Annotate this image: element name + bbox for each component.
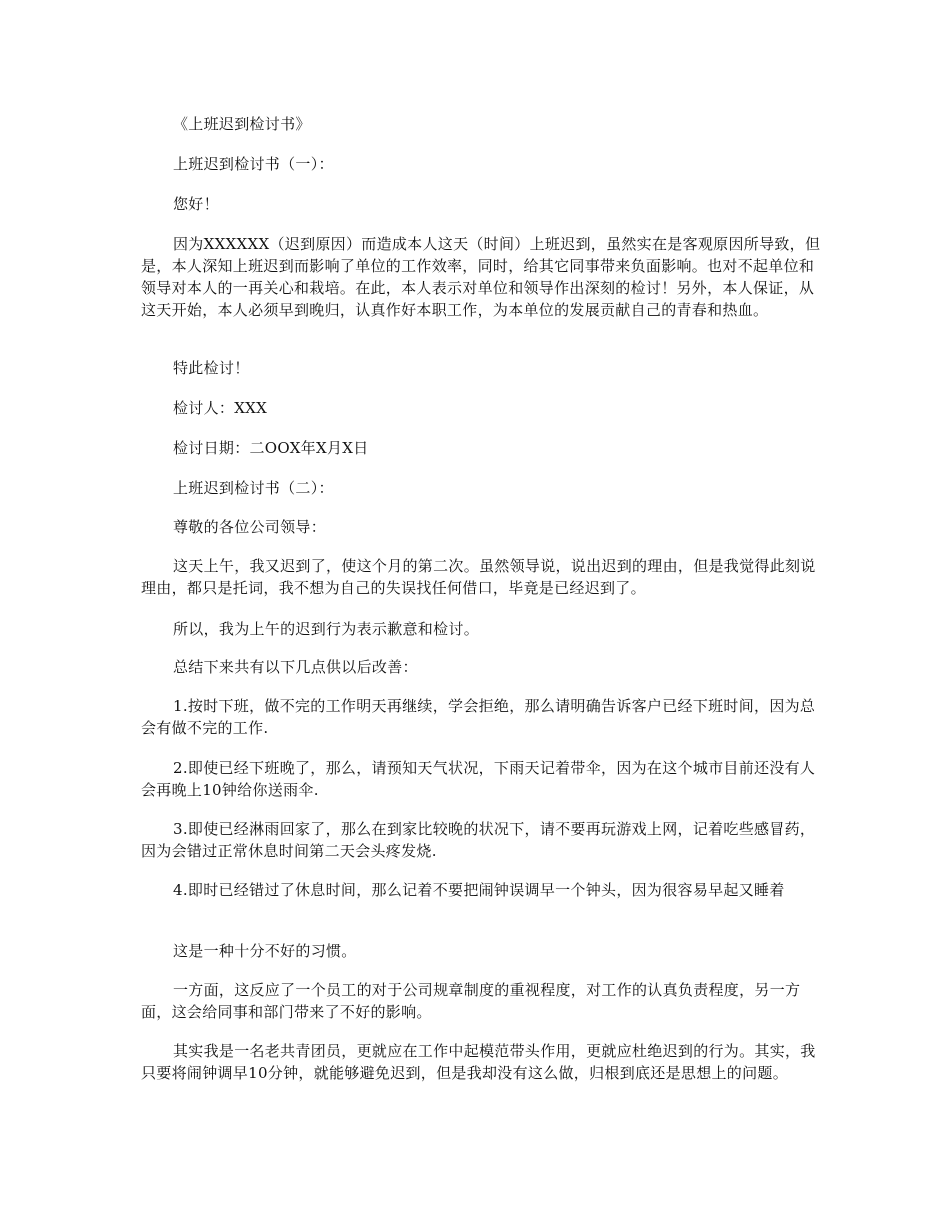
- list-item: 1.按时下班，做不完的工作明天再继续，学会拒绝，那么请明确告诉客户已经下班时间，因为总会有做不完的工作.: [141, 697, 816, 737]
- body-paragraph: 这是一种十分不好的习惯。: [173, 942, 357, 960]
- body-paragraph: 其实我是一名老共青团员，更就应在工作中起模范带头作用，更就应杜绝迟到的行为。其实，我只要将闹钟调早10分钟，就能够避免迟到，但是我却没有这么做，归根到底还是思想上的问题。: [141, 1042, 816, 1082]
- closing-line: 特此检讨！: [173, 359, 250, 377]
- body-paragraph: 这天上午，我又迟到了，使这个月的第二次。虽然领导说，说出迟到的理由，但是我觉得此刻说理由，都只是托词，我不想为自己的失误找任何借口，毕竟是已经迟到了。: [141, 557, 816, 597]
- list-intro: 总结下来共有以下几点供以后改善：: [173, 658, 418, 676]
- body-paragraph: 一方面，这反应了一个员工的对于公司规章制度的重视程度，对工作的认真负责程度，另一方面，这会给同事和部门带来了不好的影响。: [141, 981, 801, 1021]
- list-item: 3.即使已经淋雨回家了，那么在到家比较晚的状况下，请不要再玩游戏上网，记着吃些感冒药，因为会错过正常休息时间第二天会头疼发烧.: [141, 820, 816, 860]
- section-heading-one: 上班迟到检讨书（一）：: [173, 155, 334, 173]
- signer-line: 检讨人：XXX: [173, 399, 268, 417]
- date-line: 检讨日期：二OOX年X月X日: [173, 439, 369, 457]
- salutation: 您好！: [173, 195, 219, 213]
- section-heading-two: 上班迟到检讨书（二）：: [173, 479, 334, 497]
- document-title: 《上班迟到检讨书》: [173, 115, 311, 133]
- list-item: 4.即时已经错过了休息时间，那么记着不要把闹钟误调早一个钟头，因为很容易早起又睡着: [173, 881, 785, 899]
- salutation: 尊敬的各位公司领导：: [173, 518, 327, 536]
- list-item: 2.即使已经下班晚了，那么，请预知天气状况，下雨天记着带伞，因为在这个城市目前还没有人会再晚上10钟给你送雨伞.: [141, 759, 816, 799]
- body-paragraph: 所以，我为上午的迟到行为表示歉意和检讨。: [173, 620, 480, 638]
- body-paragraph: 因为XXXXXX（迟到原因）而造成本人这天（时间）上班迟到，虽然实在是客观原因所导致，但是，本人深知上班迟到而影响了单位的工作效率，同时，给其它同事带来负面影响。也对不起单位和领导对本人的一再关心和栽培。在此，本人表示对单位和领导作出深刻的检讨！另外，本人保证，从这天开始，本人必须早到晚归，认真作好本职工作，为本单位的发展贡献自己的青春和热血。: [141, 235, 821, 319]
